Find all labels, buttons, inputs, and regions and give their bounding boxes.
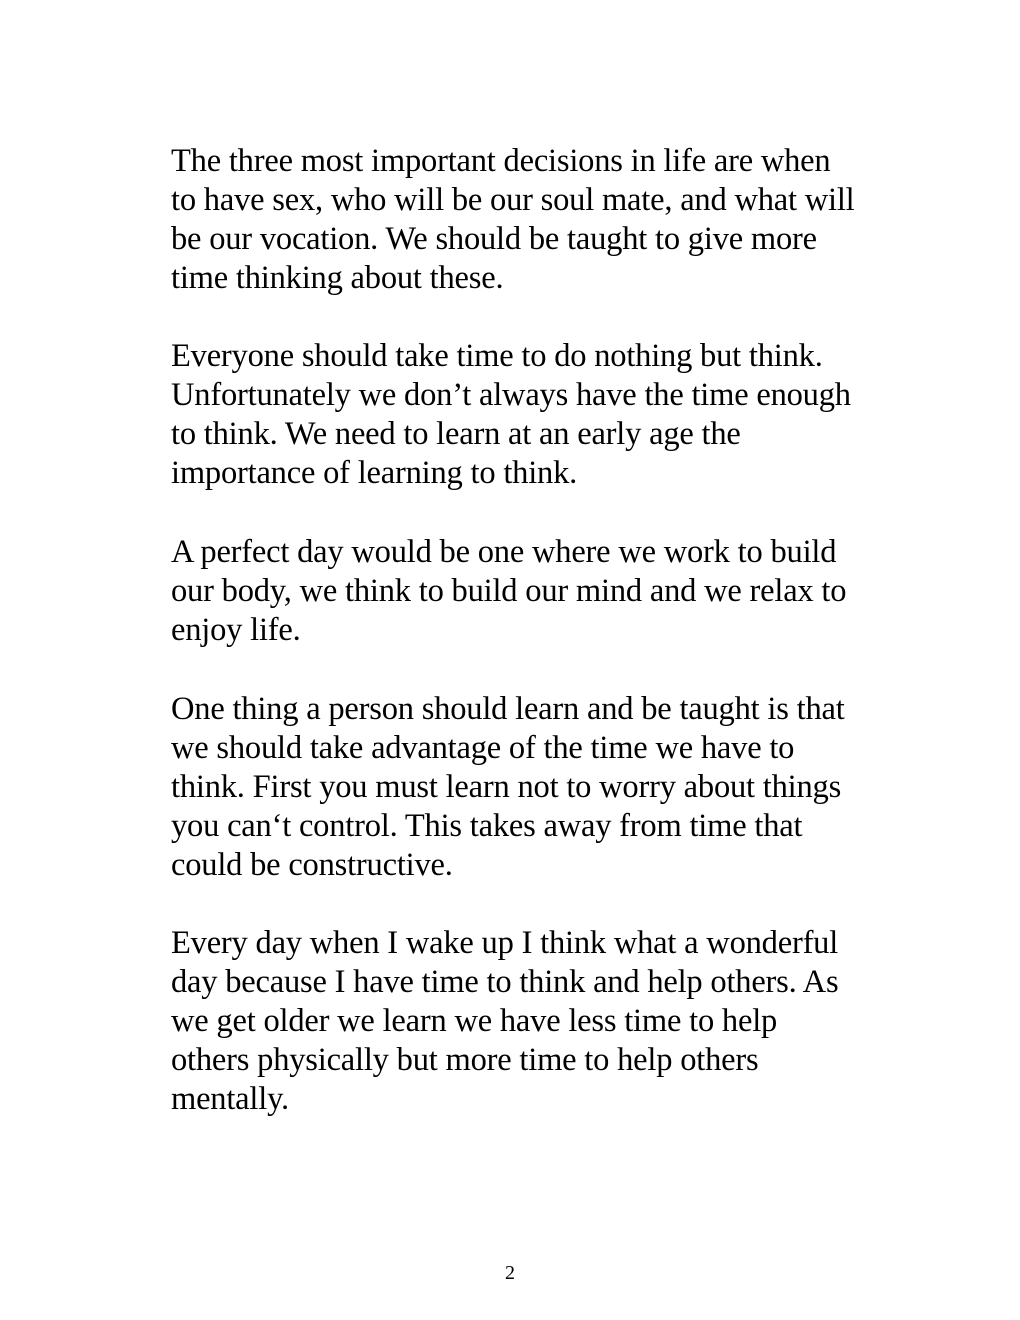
text-line: you can‘t control. This takes away from time that	[171, 808, 803, 844]
paragraph-think	[171, 337, 911, 493]
text-line: could be constructive.	[171, 847, 453, 883]
text-line: to think. We need to learn at an early age the	[171, 416, 741, 452]
text-line: enjoy life.	[171, 612, 301, 648]
text-line: we get older we learn we have less time to help	[171, 1003, 778, 1039]
text-line: Everyone should take time to do nothing but think.	[171, 338, 823, 374]
text-line: One thing a person should learn and be taught is that	[171, 691, 845, 727]
paragraph-decisions	[171, 142, 911, 298]
text-line: Unfortunately we don’t always have the time enough	[171, 377, 851, 413]
text-line: be our vocation. We should be taught to give more	[171, 221, 817, 257]
text-line: A perfect day would be one where we work to build	[171, 534, 837, 570]
text-line: The three most important decisions in life are when	[171, 143, 831, 179]
text-line: Every day when I wake up I think what a wonderful	[171, 925, 839, 961]
text-line: day because I have time to think and help others. As	[171, 964, 839, 1000]
paragraph-every-day	[171, 924, 911, 1119]
text-line: we should take advantage of the time we have to	[171, 730, 795, 766]
paragraph-learn	[171, 690, 911, 885]
text-line: mentally.	[171, 1081, 289, 1117]
text-line: to have sex, who will be our soul mate, and what will	[171, 182, 855, 218]
paragraph-perfect-day	[171, 533, 911, 650]
text-line: think. First you must learn not to worry about things	[171, 769, 842, 805]
page-number: 2	[505, 1262, 515, 1284]
text-line: our body, we think to build our mind and we relax to	[171, 573, 847, 609]
text-line: importance of learning to think.	[171, 455, 578, 491]
text-line: others physically but more time to help others	[171, 1042, 759, 1078]
text-line: time thinking about these.	[171, 260, 504, 296]
